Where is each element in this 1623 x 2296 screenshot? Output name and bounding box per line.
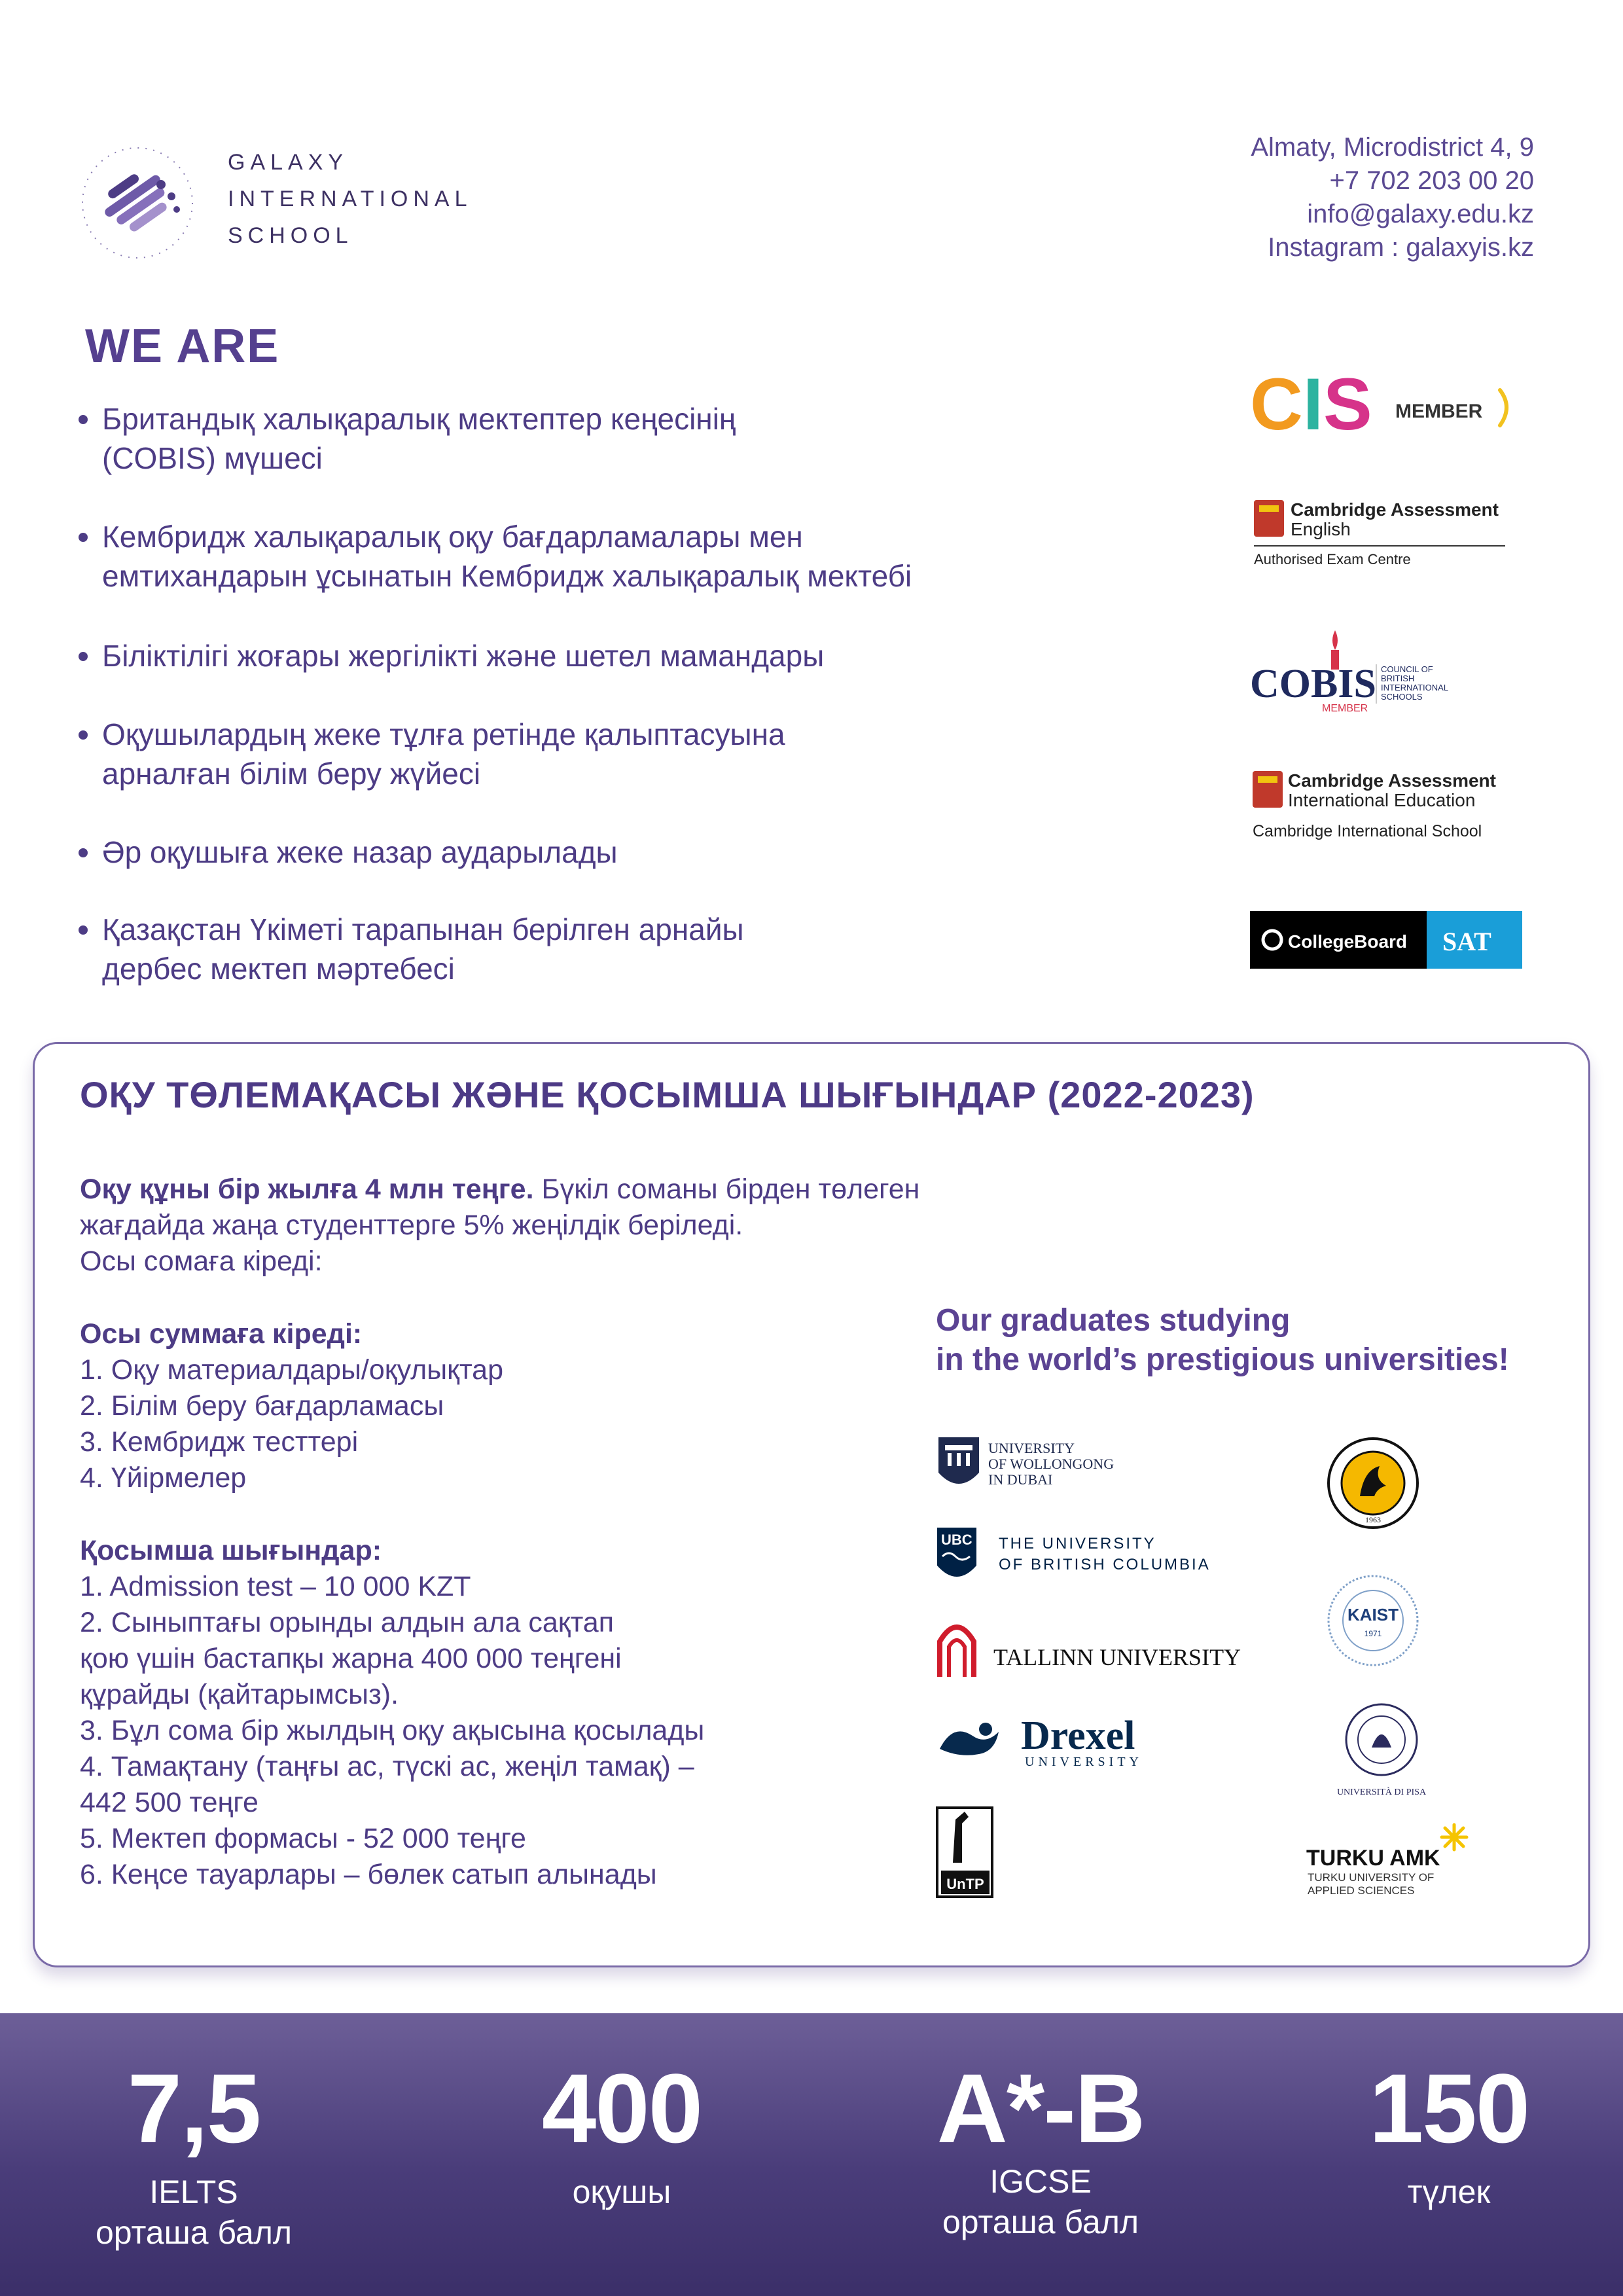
fees-intro-bold: Оқу құны бір жылға 4 млн теңге. bbox=[80, 1174, 534, 1205]
collegeboard-text: CollegeBoard bbox=[1288, 931, 1408, 952]
cobis-small-text: COUNCIL OF bbox=[1381, 664, 1433, 674]
ucf-year: 1963 bbox=[1365, 1515, 1381, 1524]
extra-item: 3. Бұл сома бір жылдың оқу ақысына қосылады bbox=[80, 1715, 705, 1746]
bullet-line: арналған білім беру жүйесі bbox=[102, 757, 481, 791]
stat-label bbox=[491, 2172, 753, 2212]
sat-text: SAT bbox=[1442, 927, 1491, 956]
cambridge-international-logo bbox=[1250, 766, 1525, 844]
extra-item: 6. Кеңсе тауарлары – бөлек сатып алынады bbox=[80, 1859, 657, 1890]
tallinn-university-logo bbox=[936, 1618, 1257, 1681]
bullet-line: Біліктілігі жоғары жергілікті және шетел мамандары bbox=[102, 639, 825, 673]
drexel-name: Drexel bbox=[1021, 1713, 1135, 1758]
list-item bbox=[77, 636, 1124, 675]
fees-title: ОҚУ ТӨЛЕМАҚАСЫ ЖӘНЕ ҚОСЫМША ШЫҒЫНДАР (2022-2023) bbox=[80, 1074, 1255, 1115]
stat-igcse bbox=[910, 2053, 1171, 2242]
bullet-line: Британдық халықаралық мектептер кеңесінің bbox=[102, 402, 736, 436]
fees-text bbox=[80, 1172, 1022, 1893]
cambridge-english-sub: Authorised Exam Centre bbox=[1254, 551, 1411, 567]
school-name-line: SCHOOL bbox=[228, 223, 353, 248]
drexel-sub: UNIVERSITY bbox=[1025, 1755, 1143, 1769]
turku-name: TURKU AMK bbox=[1306, 1846, 1440, 1871]
stat-label-line: түлек bbox=[1407, 2174, 1491, 2210]
fees-intro-line: жағдайда жаңа студенттерге 5% жеңілдік беріледі. bbox=[80, 1210, 743, 1241]
bullet-icon bbox=[79, 652, 88, 661]
cambridge-english-logo bbox=[1250, 496, 1525, 575]
list-item bbox=[77, 910, 1124, 988]
list-item bbox=[77, 399, 1124, 478]
school-name bbox=[228, 144, 473, 254]
kaist-year: 1971 bbox=[1364, 1629, 1382, 1638]
stat-ielts bbox=[63, 2053, 325, 2253]
extra-item: қою үшін бастапқы жарна 400 000 теңгені bbox=[80, 1643, 622, 1674]
stat-value: 7,5 bbox=[127, 2053, 260, 2163]
included-item: 3. Кембридж тесттері bbox=[80, 1426, 359, 1458]
contact-instagram[interactable]: Instagram : galaxyis.kz bbox=[1268, 233, 1534, 262]
untp-name: UnTP bbox=[946, 1876, 984, 1892]
contact-phone[interactable]: +7 702 203 00 20 bbox=[1329, 166, 1534, 195]
uow-line: IN DUBAI bbox=[988, 1471, 1053, 1488]
cobis-member-logo bbox=[1250, 625, 1486, 717]
uow-line: OF WOLLONGONG bbox=[988, 1456, 1115, 1472]
stat-label-line: орташа балл bbox=[942, 2204, 1139, 2240]
tallinn-name: TALLINN UNIVERSITY bbox=[993, 1644, 1241, 1670]
drexel-university-logo bbox=[936, 1710, 1171, 1772]
extra-item: 5. Мектеп формасы - 52 000 теңге bbox=[80, 1823, 526, 1854]
cobis-small-text: SCHOOLS bbox=[1381, 692, 1423, 702]
stat-label-line: IELTS bbox=[149, 2174, 238, 2210]
included-title: Осы суммаға кіреді: bbox=[80, 1318, 363, 1350]
school-name-line: GALAXY bbox=[228, 150, 349, 175]
extra-title: Қосымша шығындар: bbox=[80, 1535, 382, 1566]
ucf-seal-logo bbox=[1326, 1436, 1420, 1530]
cobis-small-text: INTERNATIONAL bbox=[1381, 683, 1449, 692]
kaist-seal-logo bbox=[1326, 1573, 1420, 1668]
turku-sub: APPLIED SCIENCES bbox=[1308, 1884, 1415, 1897]
untp-logo bbox=[936, 1806, 995, 1899]
stat-value: 150 bbox=[1368, 2053, 1529, 2163]
ubc-line: OF BRITISH COLUMBIA bbox=[999, 1556, 1211, 1573]
list-item bbox=[77, 833, 1124, 872]
extra-item: 442 500 теңге bbox=[80, 1787, 259, 1818]
contact-address: Almaty, Microdistrict 4, 9 bbox=[1251, 133, 1534, 162]
stat-label-line: орташа балл bbox=[95, 2214, 293, 2251]
collegeboard-sat-logo bbox=[1250, 911, 1522, 969]
cis-member-label: MEMBER bbox=[1395, 401, 1483, 422]
included-item: 4. Үйірмелер bbox=[80, 1462, 247, 1494]
fees-intro-rest: Бүкіл соманы бірден төлеген bbox=[533, 1174, 920, 1205]
contact-block bbox=[1251, 131, 1534, 264]
extra-item: 4. Тамақтану (таңғы ас, түскі ас, жеңіл тамақ) – bbox=[80, 1751, 694, 1782]
bullet-line: Кембридж халықаралық оқу бағдарламалары мен bbox=[102, 520, 803, 554]
fees-intro bbox=[80, 1172, 1022, 1208]
pisa-sub: UNIVERSITÀ DI PISA bbox=[1336, 1787, 1427, 1797]
wollongong-dubai-logo bbox=[936, 1433, 1152, 1499]
pisa-seal-logo bbox=[1326, 1702, 1437, 1800]
stat-label bbox=[910, 2161, 1171, 2242]
bullet-icon bbox=[79, 848, 88, 857]
uow-line: UNIVERSITY bbox=[988, 1440, 1075, 1456]
cambridge-intl-line2: International Education bbox=[1288, 790, 1476, 810]
included-item: 1. Оқу материалдары/оқулықтар bbox=[80, 1354, 504, 1386]
school-name-line: INTERNATIONAL bbox=[228, 187, 473, 211]
list-item bbox=[77, 715, 1124, 793]
stat-students bbox=[491, 2053, 753, 2212]
included-item: 2. Білім беру бағдарламасы bbox=[80, 1390, 444, 1422]
extra-item: 1. Admission test – 10 000 KZT bbox=[80, 1571, 471, 1602]
bullet-line: (COBIS) мүшесі bbox=[102, 441, 323, 475]
fees-intro-line: Осы сомаға кіреді: bbox=[80, 1246, 323, 1277]
we-are-list bbox=[77, 399, 1124, 1028]
stat-label-line: IGCSE bbox=[990, 2163, 1092, 2200]
we-are-heading: WE ARE bbox=[85, 320, 280, 372]
turku-sub: TURKU UNIVERSITY OF bbox=[1308, 1871, 1435, 1884]
svg-text:CIS: CIS bbox=[1250, 367, 1372, 445]
ubc-line: THE UNIVERSITY bbox=[999, 1535, 1156, 1552]
cambridge-english-line1: Cambridge Assessment bbox=[1291, 499, 1499, 520]
graduates-heading-line: in the world’s prestigious universities! bbox=[936, 1342, 1509, 1377]
bullet-line: Қазақстан Үкіметі тарапынан берілген арнайы bbox=[102, 912, 744, 946]
stat-value: A*-B bbox=[936, 2053, 1145, 2163]
stat-value: 400 bbox=[541, 2053, 702, 2163]
kaist-name: KAIST bbox=[1347, 1605, 1399, 1624]
extra-item: 2. Сыныптағы орынды алдын ала сақтап bbox=[80, 1607, 614, 1638]
ubc-logo bbox=[936, 1525, 1237, 1588]
graduates-heading bbox=[936, 1301, 1509, 1380]
bullet-line: дербес мектеп мәртебесі bbox=[102, 952, 455, 986]
bullet-line: емтихандарын ұсынатын Кембридж халықаралық мектебі bbox=[102, 559, 912, 593]
list-item bbox=[77, 517, 1124, 596]
contact-email[interactable]: info@galaxy.edu.kz bbox=[1307, 200, 1534, 228]
school-logo-icon bbox=[79, 144, 196, 262]
stat-label bbox=[1318, 2172, 1580, 2212]
bullet-icon bbox=[79, 415, 88, 424]
stat-graduates bbox=[1318, 2053, 1580, 2212]
turku-amk-logo bbox=[1306, 1820, 1474, 1898]
bullet-line: Оқушылардың жеке тұлға ретінде қалыптасуына bbox=[102, 717, 785, 751]
bullet-icon bbox=[79, 533, 88, 542]
ubc-badge: UBC bbox=[941, 1532, 972, 1548]
bullet-icon bbox=[79, 730, 88, 740]
cobis-member: MEMBER bbox=[1322, 703, 1368, 714]
bullet-icon bbox=[79, 925, 88, 935]
cambridge-intl-sub: Cambridge International School bbox=[1253, 822, 1482, 840]
cobis-small-text: BRITISH bbox=[1381, 673, 1415, 683]
cobis-mark: COBIS bbox=[1250, 662, 1376, 706]
cambridge-english-line2: English bbox=[1291, 519, 1351, 539]
extra-item: құрайды (қайтарымсыз). bbox=[80, 1679, 399, 1710]
cis-member-logo bbox=[1250, 367, 1525, 445]
bullet-line: Әр оқушыға жеке назар аударылады bbox=[102, 835, 618, 869]
cambridge-intl-line1: Cambridge Assessment bbox=[1288, 770, 1496, 791]
stat-label-line: оқушы bbox=[572, 2174, 671, 2210]
graduates-heading-line: Our graduates studying bbox=[936, 1303, 1291, 1338]
stat-label bbox=[63, 2172, 325, 2253]
